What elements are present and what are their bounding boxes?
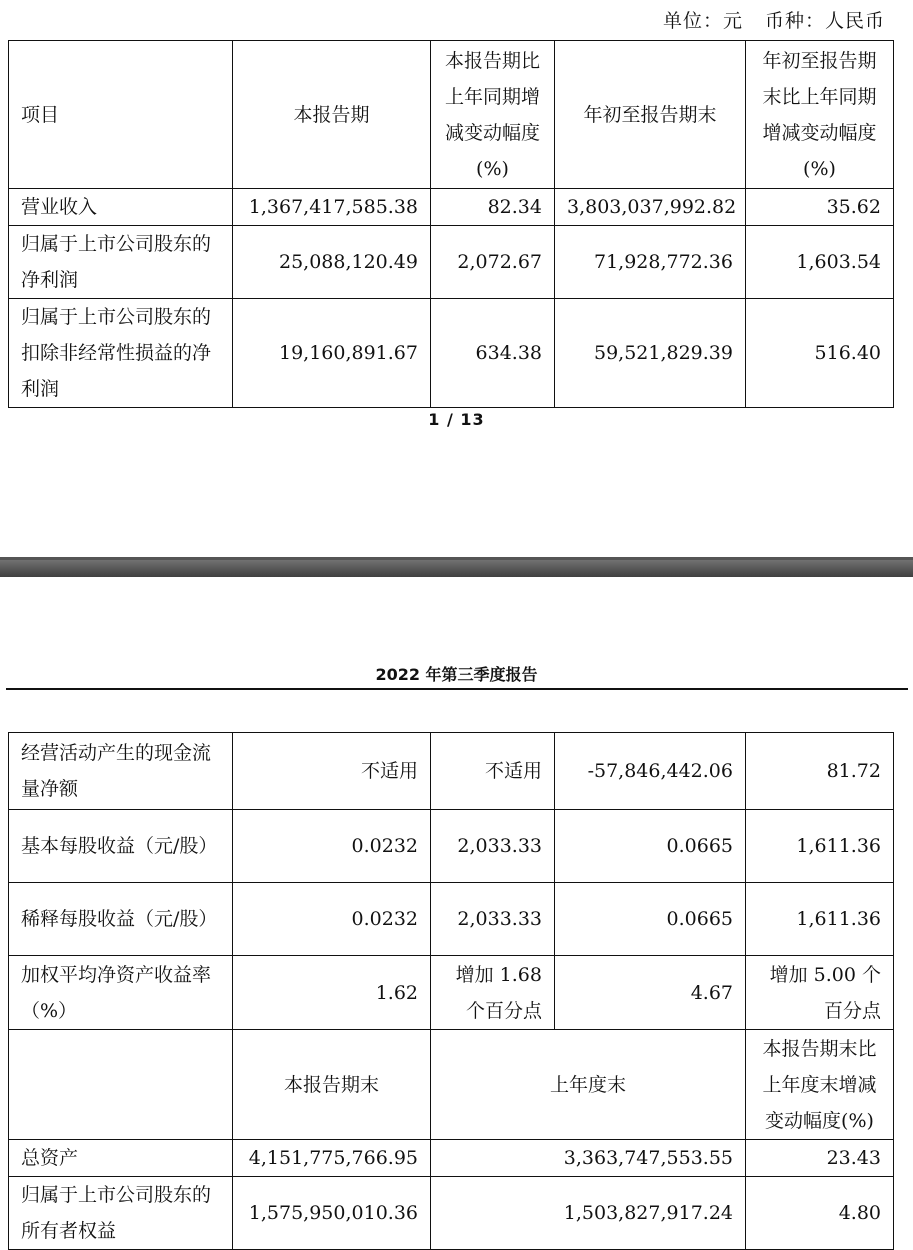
header-item: 项目	[9, 41, 233, 189]
cell-value: 3,803,037,992.82	[555, 189, 746, 226]
table-row	[9, 956, 894, 1030]
subheader-change: 本报告期末比上年度末增减变动幅度(%)	[746, 1030, 894, 1140]
table-row	[9, 226, 894, 299]
table-row	[9, 299, 894, 408]
row-label: 基本每股收益（元/股）	[9, 810, 233, 883]
table-header-row	[9, 41, 894, 189]
cell-value: 1,367,417,585.38	[233, 189, 431, 226]
row-label: 加权平均净资产收益率（%）	[9, 956, 233, 1030]
cell-value: 25,088,120.49	[233, 226, 431, 299]
cell-value: 4.80	[746, 1177, 894, 1250]
cell-value: 1,603.54	[746, 226, 894, 299]
financial-table-bottom	[8, 732, 894, 1250]
header-current-period: 本报告期	[233, 41, 431, 189]
cell-value: 4,151,775,766.95	[233, 1140, 431, 1177]
cell-value: 82.34	[431, 189, 555, 226]
cell-value: 2,033.33	[431, 810, 555, 883]
cell-value: 516.40	[746, 299, 894, 408]
cell-value: 71,928,772.36	[555, 226, 746, 299]
cell-value: 2,033.33	[431, 883, 555, 956]
cell-value: 不适用	[431, 733, 555, 810]
cell-value: 0.0665	[555, 810, 746, 883]
row-label: 经营活动产生的现金流量净额	[9, 733, 233, 810]
cell-value: 0.0232	[233, 883, 431, 956]
financial-table-top	[8, 40, 894, 408]
header-current-change: 本报告期比上年同期增减变动幅度(%)	[431, 41, 555, 189]
cell-value: 1,611.36	[746, 883, 894, 956]
subheader-prior-year-end: 上年度末	[431, 1030, 746, 1140]
cell-value: 4.67	[555, 956, 746, 1030]
cell-value: 81.72	[746, 733, 894, 810]
table-row	[9, 733, 894, 810]
row-label: 稀释每股收益（元/股）	[9, 883, 233, 956]
cell-value: 增加 1.68 个百分点	[431, 956, 555, 1030]
header-ytd: 年初至报告期末	[555, 41, 746, 189]
report-title: 2022 年第三季度报告	[375, 665, 538, 684]
cell-value: 1,575,950,010.36	[233, 1177, 431, 1250]
table-subheader-row	[9, 1030, 894, 1140]
page-number: 1 / 13	[428, 410, 485, 429]
table-row	[9, 189, 894, 226]
header-rule	[6, 688, 908, 690]
subheader-period-end: 本报告期末	[233, 1030, 431, 1140]
cell-value: 增加 5.00 个百分点	[746, 956, 894, 1030]
cell-value: 0.0665	[555, 883, 746, 956]
row-label: 营业收入	[9, 189, 233, 226]
cell-value: 634.38	[431, 299, 555, 408]
page-separator	[0, 557, 913, 577]
unit-label: 单位：元	[662, 10, 743, 32]
unit-currency-note	[641, 6, 885, 33]
header-ytd-change: 年初至报告期末比上年同期增减变动幅度(%)	[746, 41, 894, 189]
cell-value: 23.43	[746, 1140, 894, 1177]
row-label: 归属于上市公司股东的扣除非经常性损益的净利润	[9, 299, 233, 408]
cell-value: 不适用	[233, 733, 431, 810]
cell-value: 1,503,827,917.24	[431, 1177, 746, 1250]
cell-value: 35.62	[746, 189, 894, 226]
cell-value: 0.0232	[233, 810, 431, 883]
table-row	[9, 810, 894, 883]
cell-value: 3,363,747,553.55	[431, 1140, 746, 1177]
cell-value: 19,160,891.67	[233, 299, 431, 408]
table-row	[9, 883, 894, 956]
cell-value: 2,072.67	[431, 226, 555, 299]
table-row	[9, 1177, 894, 1250]
row-label: 归属于上市公司股东的净利润	[9, 226, 233, 299]
cell-value: -57,846,442.06	[555, 733, 746, 810]
row-label: 归属于上市公司股东的所有者权益	[9, 1177, 233, 1250]
cell-value: 1,611.36	[746, 810, 894, 883]
subheader-item	[9, 1030, 233, 1140]
table-row	[9, 1140, 894, 1177]
cell-value: 1.62	[233, 956, 431, 1030]
row-label: 总资产	[9, 1140, 233, 1177]
currency-label: 币种：人民币	[764, 10, 885, 32]
cell-value: 59,521,829.39	[555, 299, 746, 408]
